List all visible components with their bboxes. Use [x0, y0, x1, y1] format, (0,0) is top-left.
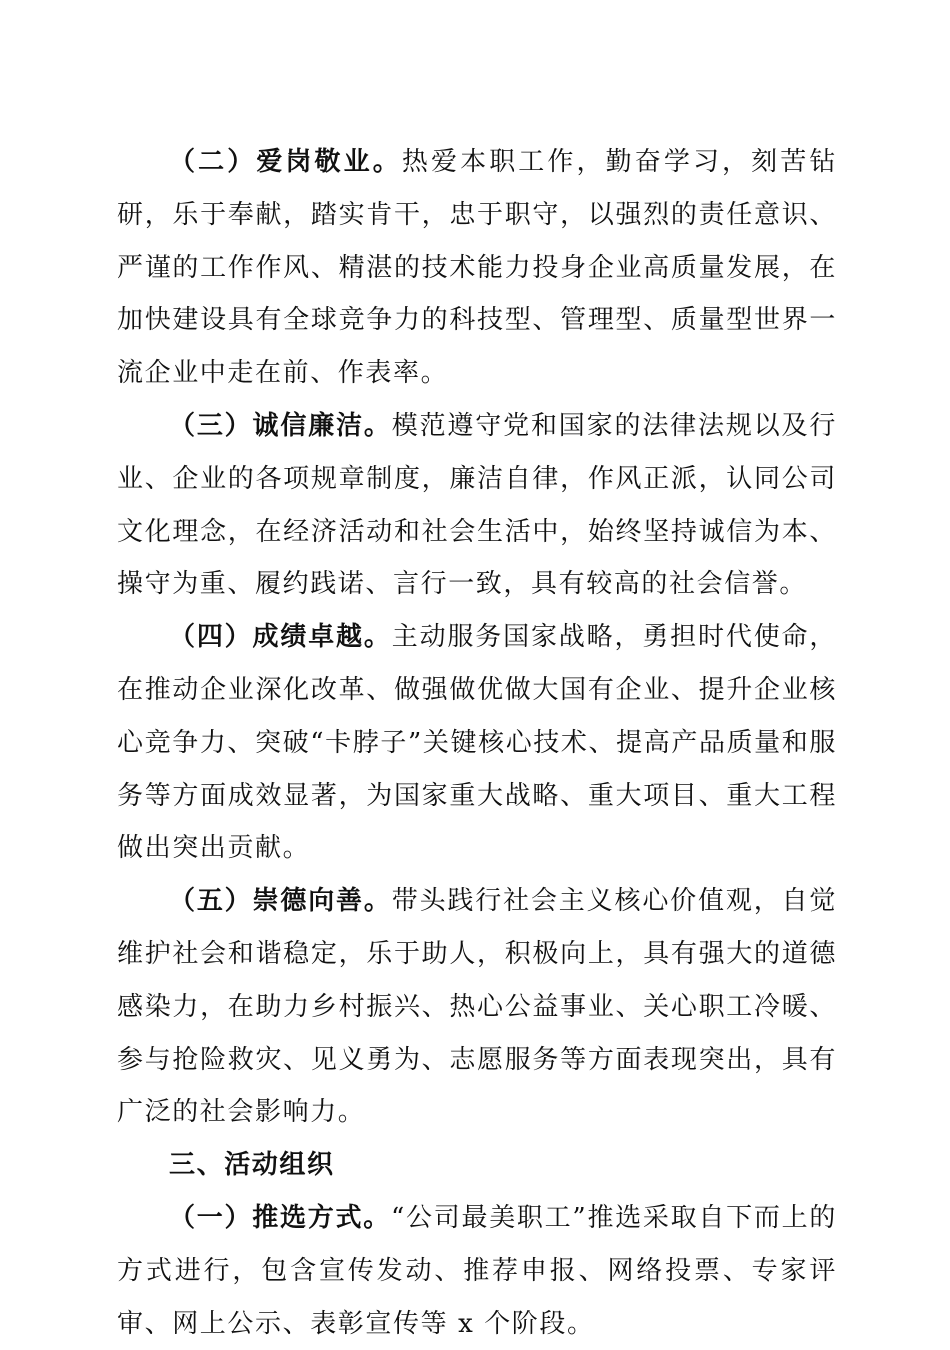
paragraph-text: 热爱本职工作，勤奋学习，刻苦钻研，乐于奉献，踏实肯干，忠于职守，以强烈的责任意识、严谨的工作作风、精湛的技术能力投身企业高质量发展，在加快建设具有全球竞争力的科技型、管理型、质量型世界一流企业中走在前、作表率。 — [117, 147, 837, 389]
paragraph-lead: （一）推选方式。 — [169, 1202, 391, 1233]
paragraph-selection-method — [117, 1192, 837, 1350]
paragraph-lead: （五）崇德向善。 — [169, 886, 392, 917]
paragraph-lead: （二）爱岗敬业。 — [169, 147, 402, 177]
paragraph-achievement — [117, 611, 837, 875]
section-heading: 三、活动组织 — [169, 1150, 335, 1181]
paragraph-integrity — [117, 400, 837, 611]
paragraph-love-work — [117, 136, 837, 400]
paragraph-text: 主动服务国家战略，勇担时代使命，在推动企业深化改革、做强做优做大国有企业、提升企业核心竞争力、突破“卡脖子”关键核心技术、提高产品质量和服务等方面成效显著，为国家重大战略、重大项目、重大工程做出突出贡献。 — [117, 622, 837, 864]
paragraph-text: “公司最美职工”推选采取自下而上的方式进行，包含宣传发动、推荐申报、网络投票、专家评审、网上公示、表彰宣传等 x 个阶段。 — [117, 1202, 837, 1339]
paragraph-text: 模范遵守党和国家的法律法规以及行业、企业的各项规章制度，廉洁自律，作风正派，认同公司文化理念，在经济活动和社会生活中，始终坚持诚信为本、操守为重、履约践诺、言行一致，具有较高的社会信誉。 — [117, 410, 837, 600]
paragraph-virtue — [117, 875, 837, 1139]
paragraph-lead: （三）诚信廉洁。 — [169, 410, 392, 441]
document-page — [117, 136, 837, 1350]
paragraph-text: 带头践行社会主义核心价值观，自觉维护社会和谐稳定，乐于助人，积极向上，具有强大的道德感染力，在助力乡村振兴、热心公益事业、关心职工冷暖、参与抢险救灾、见义勇为、志愿服务等方面表现突出，具有广泛的社会影响力。 — [117, 886, 837, 1128]
paragraph-lead: （四）成绩卓越。 — [169, 622, 392, 653]
